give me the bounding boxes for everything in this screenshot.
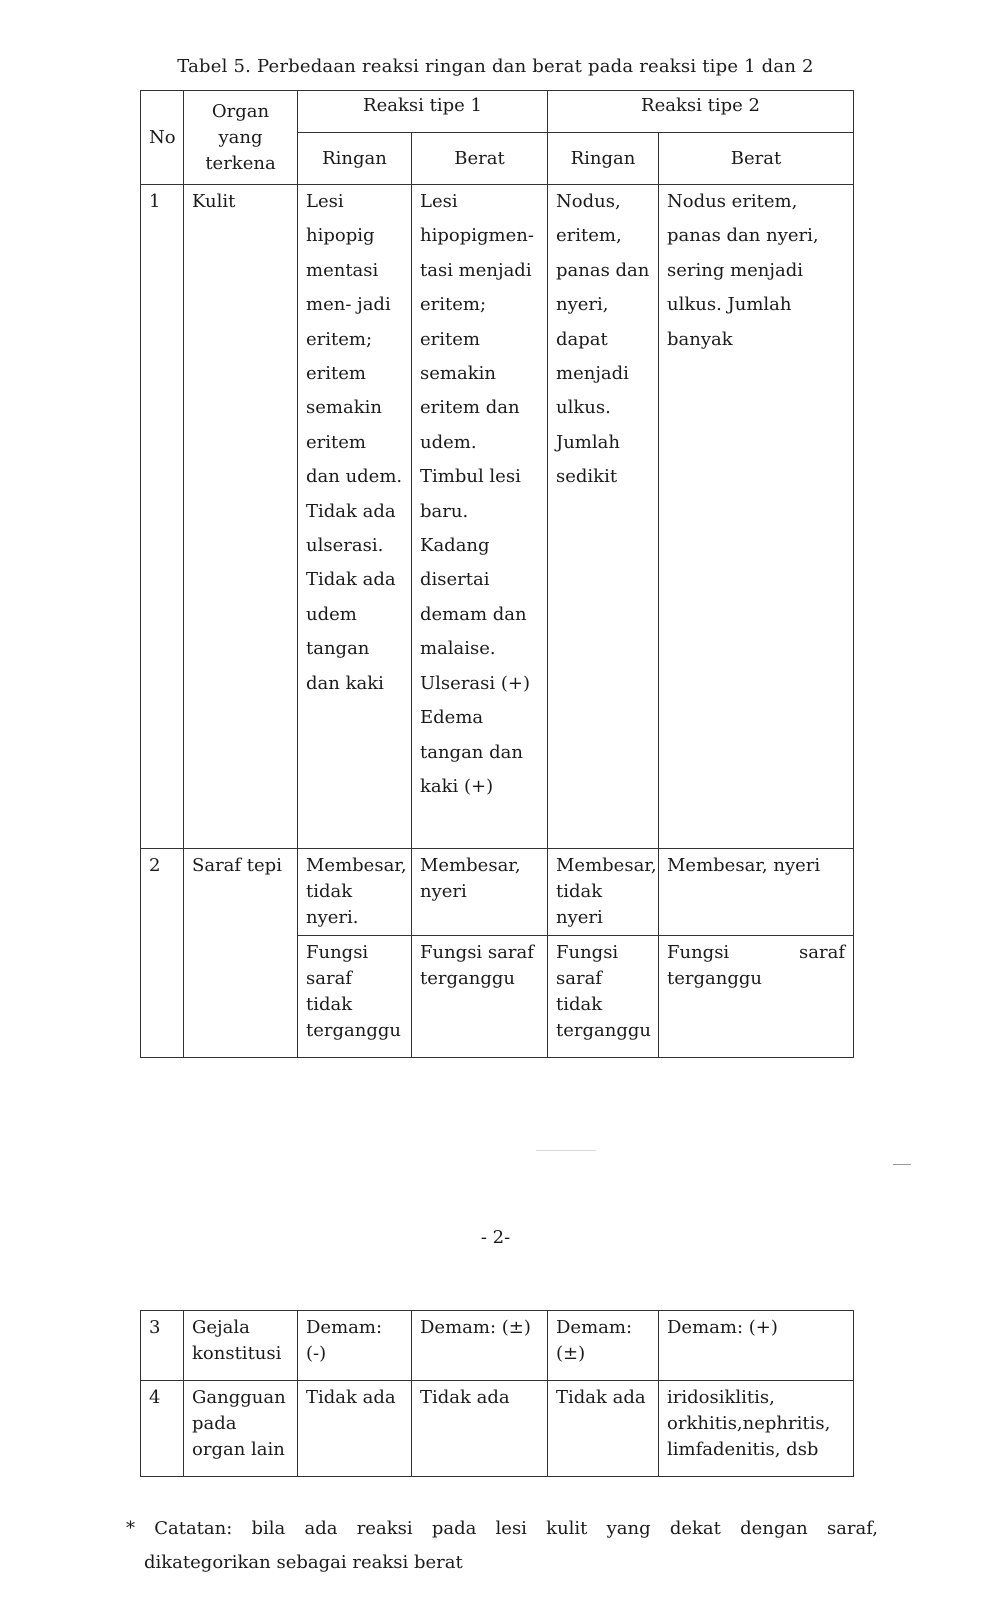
row-organ: Gangguan pada organ lain bbox=[184, 1381, 298, 1477]
cell-tipe1-ringan: Membesar, tidak nyeri. bbox=[298, 849, 412, 936]
cell-tipe1-ringan: Lesi hipopig mentasi men- jadi eritem; eritem semakin eritem dan udem. Tidak ada ulserasi. Tidak ada udem tangan dan kaki bbox=[298, 185, 412, 849]
scan-artifact bbox=[893, 1164, 911, 1165]
header-tipe1-ringan: Ringan bbox=[298, 133, 412, 185]
table-row bbox=[141, 849, 854, 936]
row-no: 3 bbox=[141, 1311, 184, 1381]
footnote bbox=[126, 1512, 878, 1580]
cell-tipe1-berat: Fungsi saraf terganggu bbox=[412, 936, 548, 1058]
header-reaksi-tipe-2: Reaksi tipe 2 bbox=[548, 91, 854, 133]
table-row bbox=[141, 185, 854, 849]
cell-tipe1-berat: Tidak ada bbox=[412, 1381, 548, 1477]
header-organ: Organ yang terkena bbox=[184, 91, 298, 185]
cell-tipe2-ringan: Membesar, tidak nyeri bbox=[548, 849, 659, 936]
footnote-line-1: * Catatan: bila ada reaksi pada lesi kulit yang dekat dengan saraf, bbox=[126, 1518, 878, 1539]
cell-tipe2-ringan: Tidak ada bbox=[548, 1381, 659, 1477]
row-no: 4 bbox=[141, 1381, 184, 1477]
cell-tipe2-ringan: Fungsi saraf tidak terganggu bbox=[548, 936, 659, 1058]
cell-tipe2-ringan: Demam: (±) bbox=[548, 1311, 659, 1381]
scan-artifact bbox=[536, 1150, 596, 1151]
cell-tipe2-berat: Fungsi saraf terganggu bbox=[659, 936, 854, 1058]
cell-tipe1-berat: Membesar, nyeri bbox=[412, 849, 548, 936]
row-organ: Saraf tepi bbox=[184, 849, 298, 1058]
footnote-line-2: dikategorikan sebagai reaksi berat bbox=[144, 1552, 463, 1573]
cell-tipe2-berat: Nodus eritem, panas dan nyeri, sering menjadi ulkus. Jumlah banyak bbox=[659, 185, 854, 849]
cell-tipe1-ringan: Fungsi saraf tidak terganggu bbox=[298, 936, 412, 1058]
reaction-table-part-2 bbox=[140, 1310, 854, 1477]
header-tipe2-ringan: Ringan bbox=[548, 133, 659, 185]
cell-tipe1-berat: Lesi hipopigmen- tasi menjadi eritem; eritem semakin eritem dan udem. Timbul lesi baru. Kadang disertai demam dan malaise. Ulserasi (+) Edema tangan dan kaki (+) bbox=[412, 185, 548, 849]
row-no: 2 bbox=[141, 849, 184, 1058]
header-no: No bbox=[141, 91, 184, 185]
cell-tipe1-berat: Demam: (±) bbox=[412, 1311, 548, 1381]
table-row bbox=[141, 1381, 854, 1477]
table-caption: Tabel 5. Perbedaan reaksi ringan dan berat pada reaksi tipe 1 dan 2 bbox=[177, 56, 814, 77]
cell-tipe1-ringan: Tidak ada bbox=[298, 1381, 412, 1477]
table-row bbox=[141, 1311, 854, 1381]
row-organ: Gejala konstitusi bbox=[184, 1311, 298, 1381]
cell-tipe2-berat: iridosiklitis, orkhitis,nephritis, limfadenitis, dsb bbox=[659, 1381, 854, 1477]
page-number: - 2- bbox=[480, 1227, 511, 1248]
header-tipe1-berat: Berat bbox=[412, 133, 548, 185]
header-tipe2-berat: Berat bbox=[659, 133, 854, 185]
cell-tipe2-ringan: Nodus, eritem, panas dan nyeri, dapat menjadi ulkus. Jumlah sedikit bbox=[548, 185, 659, 849]
cell-tipe1-ringan: Demam: (-) bbox=[298, 1311, 412, 1381]
cell-tipe2-berat: Membesar, nyeri bbox=[659, 849, 854, 936]
reaction-table-part-1 bbox=[140, 90, 854, 1058]
row-no: 1 bbox=[141, 185, 184, 849]
cell-tipe2-berat: Demam: (+) bbox=[659, 1311, 854, 1381]
header-reaksi-tipe-1: Reaksi tipe 1 bbox=[298, 91, 548, 133]
row-organ: Kulit bbox=[184, 185, 298, 849]
